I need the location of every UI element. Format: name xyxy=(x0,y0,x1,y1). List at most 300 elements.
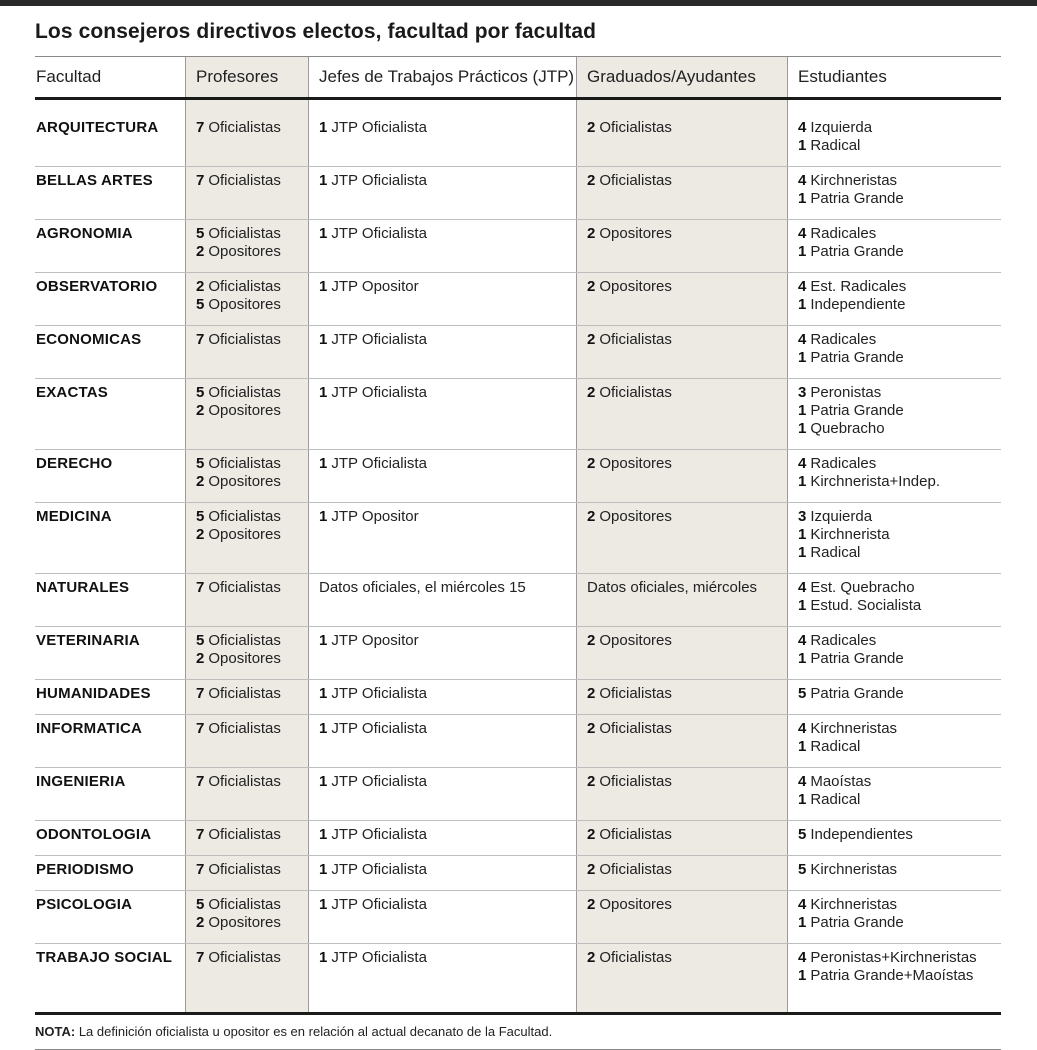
cell-line xyxy=(196,526,308,544)
cell-line xyxy=(196,473,308,491)
facultad-cell: ARQUITECTURA xyxy=(35,114,185,167)
graduados-cell xyxy=(576,220,787,273)
profesores-cell xyxy=(185,680,308,715)
group-label: Oficialistas xyxy=(208,384,281,401)
group-label: Radical xyxy=(810,791,861,808)
cell-line xyxy=(319,225,576,243)
group-label: Independientes xyxy=(810,826,913,843)
cell-line xyxy=(798,119,1001,137)
column-header-jtp: Jefes de Trabajos Prácticos (JTP) xyxy=(319,67,575,86)
group-label: JTP Oficialista xyxy=(331,949,427,966)
estudiantes-cell xyxy=(787,768,1001,821)
group-label: Patria Grande xyxy=(810,243,904,260)
cell-line xyxy=(798,225,1001,243)
count-value: 2 xyxy=(587,455,596,472)
count-value: 4 xyxy=(798,455,807,472)
estudiantes-cell xyxy=(787,503,1001,574)
group-label: JTP Oficialista xyxy=(331,720,427,737)
jtp-cell xyxy=(308,627,576,680)
jtp-cell xyxy=(308,450,576,503)
count-value: 1 xyxy=(319,685,328,702)
group-label: Opositores xyxy=(208,296,281,313)
profesores-cell xyxy=(185,856,308,891)
cell-line xyxy=(319,278,576,296)
cell-line xyxy=(587,119,787,137)
jtp-cell xyxy=(308,503,576,574)
table-row xyxy=(35,891,1001,944)
group-label: Oficialistas xyxy=(208,720,281,737)
table-row xyxy=(35,114,1001,167)
count-value: 7 xyxy=(196,861,205,878)
cell-line xyxy=(798,650,1001,668)
count-value: 1 xyxy=(319,861,328,878)
jtp-cell xyxy=(308,944,576,997)
graduados-cell xyxy=(576,379,787,450)
cell-line xyxy=(196,720,308,738)
count-value: 2 xyxy=(587,826,596,843)
count-value: 2 xyxy=(587,949,596,966)
group-label: JTP Opositor xyxy=(331,508,419,525)
table-row xyxy=(35,379,1001,450)
count-value: 2 xyxy=(587,632,596,649)
cell-line xyxy=(587,949,787,967)
estudiantes-cell xyxy=(787,891,1001,944)
count-value: 1 xyxy=(319,119,328,136)
facultad-cell: NATURALES xyxy=(35,574,185,627)
group-label: Kirchneristas xyxy=(810,720,898,737)
estudiantes-cell xyxy=(787,856,1001,891)
graduados-cell xyxy=(576,715,787,768)
group-label: Patria Grande xyxy=(810,650,904,667)
count-value: 3 xyxy=(798,508,807,525)
group-label: Datos oficiales, el miércoles 15 xyxy=(319,579,526,596)
cell-line xyxy=(798,349,1001,367)
count-value: 2 xyxy=(196,278,205,295)
graduados-cell xyxy=(576,856,787,891)
estudiantes-cell xyxy=(787,379,1001,450)
group-label: Kirchneristas xyxy=(810,172,898,189)
count-value: 4 xyxy=(798,331,807,348)
profesores-cell xyxy=(185,944,308,997)
cell-line xyxy=(319,384,576,402)
cell-line xyxy=(587,896,787,914)
group-label: Opositores xyxy=(208,402,281,419)
table-body xyxy=(35,97,1001,996)
group-label: Est. Radicales xyxy=(810,278,907,295)
profesores-cell xyxy=(185,273,308,326)
table-row xyxy=(35,326,1001,379)
graduados-cell xyxy=(576,450,787,503)
cell-line xyxy=(319,896,576,914)
estudiantes-cell xyxy=(787,114,1001,167)
count-value: 4 xyxy=(798,579,807,596)
count-value: 4 xyxy=(798,949,807,966)
count-value: 1 xyxy=(798,526,807,543)
bottom-rule xyxy=(35,1012,1001,1015)
group-label: Datos oficiales, miércoles xyxy=(587,579,758,596)
group-label: JTP Oficialista xyxy=(331,861,427,878)
cell-line xyxy=(798,473,1001,491)
group-label: Oficialistas xyxy=(208,172,281,189)
jtp-cell xyxy=(308,167,576,220)
count-value: 5 xyxy=(798,685,807,702)
group-label: Radicales xyxy=(810,455,877,472)
profesores-cell xyxy=(185,450,308,503)
group-label: Estud. Socialista xyxy=(810,597,922,614)
count-value: 2 xyxy=(196,526,205,543)
cell-line xyxy=(319,119,576,137)
facultad-cell: AGRONOMIA xyxy=(35,220,185,273)
group-label: JTP Oficialista xyxy=(331,685,427,702)
group-label: Oficialistas xyxy=(599,119,672,136)
cell-line xyxy=(587,225,787,243)
count-value: 4 xyxy=(798,896,807,913)
cell-line xyxy=(587,331,787,349)
cell-line xyxy=(798,526,1001,544)
group-label: Opositores xyxy=(599,278,672,295)
count-value: 2 xyxy=(587,119,596,136)
table-row xyxy=(35,574,1001,627)
group-label: JTP Oficialista xyxy=(331,896,427,913)
cell-line xyxy=(196,225,308,243)
cell-line xyxy=(196,402,308,420)
count-value: 1 xyxy=(319,632,328,649)
group-label: Opositores xyxy=(208,243,281,260)
count-value: 1 xyxy=(798,791,807,808)
header-rule xyxy=(35,97,1001,100)
count-value: 7 xyxy=(196,579,205,596)
count-value: 1 xyxy=(319,508,328,525)
cell-line xyxy=(798,508,1001,526)
group-label: JTP Oficialista xyxy=(331,119,427,136)
graduados-cell xyxy=(576,891,787,944)
count-value: 1 xyxy=(798,650,807,667)
cell-line xyxy=(798,791,1001,809)
facultad-cell: ECONOMICAS xyxy=(35,326,185,379)
facultad-cell: TRABAJO SOCIAL xyxy=(36,949,173,966)
group-label: Oficialistas xyxy=(208,632,281,649)
profesores-cell xyxy=(185,114,308,167)
facultad-cell: DERECHO xyxy=(35,450,185,503)
group-label: Oficialistas xyxy=(208,949,281,966)
graduados-cell xyxy=(576,273,787,326)
count-value: 1 xyxy=(798,544,807,561)
group-label: Oficialistas xyxy=(599,331,672,348)
count-value: 1 xyxy=(798,597,807,614)
cell-line xyxy=(587,384,787,402)
cell-line xyxy=(798,190,1001,208)
count-value: 5 xyxy=(196,225,205,242)
cell-line xyxy=(587,508,787,526)
group-label: JTP Oficialista xyxy=(331,384,427,401)
group-label: Oficialistas xyxy=(208,278,281,295)
cell-line xyxy=(319,632,576,650)
count-value: 1 xyxy=(798,967,807,984)
group-label: Kirchneristas xyxy=(810,896,898,913)
estudiantes-cell xyxy=(787,167,1001,220)
group-label: Opositores xyxy=(208,914,281,931)
column-header-graduados: Graduados/Ayudantes xyxy=(587,67,756,86)
cell-line xyxy=(587,861,787,879)
cell-line xyxy=(587,172,787,190)
cell-line xyxy=(196,296,308,314)
count-value: 2 xyxy=(587,720,596,737)
cell-line xyxy=(798,455,1001,473)
count-value: 4 xyxy=(798,773,807,790)
table-row xyxy=(35,821,1001,856)
count-value: 2 xyxy=(587,896,596,913)
facultad-cell: ODONTOLOGIA xyxy=(35,821,185,856)
cell-line xyxy=(798,914,1001,932)
cell-line xyxy=(587,773,787,791)
cell-line xyxy=(196,914,308,932)
cell-line xyxy=(319,172,576,190)
count-value: 2 xyxy=(196,473,205,490)
group-label: Patria Grande xyxy=(810,914,904,931)
facultad-cell: BELLAS ARTES xyxy=(35,167,185,220)
count-value: 2 xyxy=(196,243,205,260)
cell-line xyxy=(196,384,308,402)
group-label: Radicales xyxy=(810,331,877,348)
graduados-cell xyxy=(576,768,787,821)
group-label: Oficialistas xyxy=(599,773,672,790)
group-label: Kirchneristas xyxy=(810,861,898,878)
group-label: Opositores xyxy=(208,650,281,667)
count-value: 5 xyxy=(196,896,205,913)
cell-line xyxy=(196,243,308,261)
cell-line xyxy=(196,455,308,473)
facultad-cell: INGENIERIA xyxy=(35,768,185,821)
group-label: Patria Grande xyxy=(810,190,904,207)
footnote xyxy=(35,1024,552,1039)
count-value: 5 xyxy=(798,861,807,878)
count-value: 7 xyxy=(196,773,205,790)
estudiantes-cell xyxy=(787,680,1001,715)
count-value: 1 xyxy=(319,455,328,472)
group-label: Opositores xyxy=(599,632,672,649)
group-label: Oficialistas xyxy=(599,685,672,702)
count-value: 2 xyxy=(587,685,596,702)
table-row xyxy=(35,944,1001,997)
cell-line xyxy=(319,579,576,597)
count-value: 7 xyxy=(196,685,205,702)
graduados-cell xyxy=(576,114,787,167)
estudiantes-cell xyxy=(787,326,1001,379)
count-value: 2 xyxy=(587,861,596,878)
cell-line xyxy=(587,720,787,738)
table-row xyxy=(35,856,1001,891)
facultad-cell: HUMANIDADES xyxy=(35,680,185,715)
group-label: JTP Oficialista xyxy=(331,773,427,790)
graduados-cell xyxy=(576,821,787,856)
cell-line xyxy=(196,773,308,791)
graduados-cell xyxy=(576,503,787,574)
count-value: 1 xyxy=(798,243,807,260)
count-value: 5 xyxy=(196,508,205,525)
jtp-cell xyxy=(308,273,576,326)
count-value: 7 xyxy=(196,826,205,843)
group-label: Oficialistas xyxy=(208,896,281,913)
estudiantes-cell xyxy=(787,273,1001,326)
estudiantes-cell xyxy=(787,574,1001,627)
estudiantes-cell xyxy=(787,220,1001,273)
group-label: Izquierda xyxy=(810,508,873,525)
facultad-cell: PERIODISMO xyxy=(35,856,185,891)
group-label: Est. Quebracho xyxy=(810,579,915,596)
count-value: 7 xyxy=(196,949,205,966)
cell-line xyxy=(587,632,787,650)
group-label: Radical xyxy=(810,137,861,154)
count-value: 1 xyxy=(319,172,328,189)
count-value: 1 xyxy=(798,190,807,207)
council-table xyxy=(35,57,1001,996)
count-value: 1 xyxy=(319,896,328,913)
count-value: 7 xyxy=(196,720,205,737)
group-label: Radical xyxy=(810,738,861,755)
group-label: Opositores xyxy=(599,455,672,472)
cell-line xyxy=(798,296,1001,314)
cell-line xyxy=(196,579,308,597)
cell-line xyxy=(196,685,308,703)
jtp-cell xyxy=(308,114,576,167)
cell-line xyxy=(587,579,787,597)
count-value: 7 xyxy=(196,331,205,348)
estudiantes-cell xyxy=(787,627,1001,680)
group-label: Oficialistas xyxy=(599,949,672,966)
count-value: 1 xyxy=(798,296,807,313)
group-label: Patria Grande+Maoístas xyxy=(810,967,974,984)
group-label: Izquierda xyxy=(810,119,873,136)
table-row xyxy=(35,715,1001,768)
count-value: 4 xyxy=(798,632,807,649)
group-label: Oficialistas xyxy=(599,172,672,189)
table-row xyxy=(35,680,1001,715)
cell-line xyxy=(196,949,308,967)
cell-line xyxy=(798,331,1001,349)
group-label: Peronistas+Kirchneristas xyxy=(810,949,977,966)
cell-line xyxy=(319,861,576,879)
group-label: Radicales xyxy=(810,225,877,242)
cell-line xyxy=(319,331,576,349)
group-label: Oficialistas xyxy=(208,861,281,878)
group-label: JTP Oficialista xyxy=(331,826,427,843)
group-label: Patria Grande xyxy=(810,685,904,702)
cell-line xyxy=(798,773,1001,791)
group-label: Independiente xyxy=(810,296,906,313)
table-row xyxy=(35,503,1001,574)
cell-line xyxy=(798,384,1001,402)
count-value: 1 xyxy=(319,225,328,242)
profesores-cell xyxy=(185,220,308,273)
count-value: 1 xyxy=(798,402,807,419)
graduados-cell xyxy=(576,944,787,997)
count-value: 1 xyxy=(319,720,328,737)
group-label: Oficialistas xyxy=(208,225,281,242)
count-value: 2 xyxy=(587,278,596,295)
cell-line xyxy=(196,826,308,844)
profesores-cell xyxy=(185,574,308,627)
group-label: Opositores xyxy=(599,896,672,913)
facultad-cell: PSICOLOGIA xyxy=(35,891,185,944)
count-value: 1 xyxy=(319,331,328,348)
count-value: 1 xyxy=(319,278,328,295)
profesores-cell xyxy=(185,503,308,574)
group-label: Oficialistas xyxy=(208,119,281,136)
cell-line xyxy=(798,172,1001,190)
cell-line xyxy=(587,685,787,703)
count-value: 2 xyxy=(587,773,596,790)
facultad-cell: VETERINARIA xyxy=(35,627,185,680)
graduados-cell xyxy=(576,167,787,220)
graduados-cell xyxy=(576,326,787,379)
jtp-cell xyxy=(308,379,576,450)
cell-line xyxy=(196,331,308,349)
estudiantes-cell xyxy=(787,450,1001,503)
count-value: 2 xyxy=(196,650,205,667)
estudiantes-cell xyxy=(787,821,1001,856)
cell-line xyxy=(319,826,576,844)
jtp-cell xyxy=(308,326,576,379)
graduados-cell xyxy=(576,574,787,627)
count-value: 1 xyxy=(798,738,807,755)
jtp-cell xyxy=(308,574,576,627)
cell-line xyxy=(798,420,1001,438)
count-value: 4 xyxy=(798,225,807,242)
profesores-cell xyxy=(185,768,308,821)
cell-line xyxy=(319,773,576,791)
table-row xyxy=(35,273,1001,326)
count-value: 2 xyxy=(587,225,596,242)
count-value: 2 xyxy=(196,402,205,419)
cell-line xyxy=(587,278,787,296)
cell-line xyxy=(798,544,1001,562)
count-value: 1 xyxy=(319,826,328,843)
cell-line xyxy=(196,632,308,650)
table-row xyxy=(35,627,1001,680)
count-value: 3 xyxy=(798,384,807,401)
table-header-row xyxy=(35,57,1001,97)
count-value: 1 xyxy=(798,914,807,931)
group-label: Radicales xyxy=(810,632,877,649)
cell-line xyxy=(196,508,308,526)
group-label: Oficialistas xyxy=(208,455,281,472)
count-value: 4 xyxy=(798,720,807,737)
column-header-profesores: Profesores xyxy=(196,67,279,86)
cell-line xyxy=(798,720,1001,738)
count-value: 2 xyxy=(587,331,596,348)
graduados-cell xyxy=(576,680,787,715)
count-value: 1 xyxy=(319,773,328,790)
estudiantes-cell xyxy=(787,944,1001,997)
cell-line xyxy=(798,896,1001,914)
cell-line xyxy=(798,738,1001,756)
profesores-cell xyxy=(185,167,308,220)
cell-line xyxy=(319,720,576,738)
count-value: 5 xyxy=(196,632,205,649)
column-header-facultad: Facultad xyxy=(36,67,102,86)
cell-line xyxy=(196,119,308,137)
cell-line xyxy=(798,685,1001,703)
profesores-cell xyxy=(185,627,308,680)
group-label: Radical xyxy=(810,544,861,561)
cell-line xyxy=(196,861,308,879)
group-label: Patria Grande xyxy=(810,402,904,419)
cell-line xyxy=(196,278,308,296)
cell-line xyxy=(798,402,1001,420)
count-value: 2 xyxy=(587,172,596,189)
cell-line xyxy=(798,597,1001,615)
group-label: Oficialistas xyxy=(599,861,672,878)
